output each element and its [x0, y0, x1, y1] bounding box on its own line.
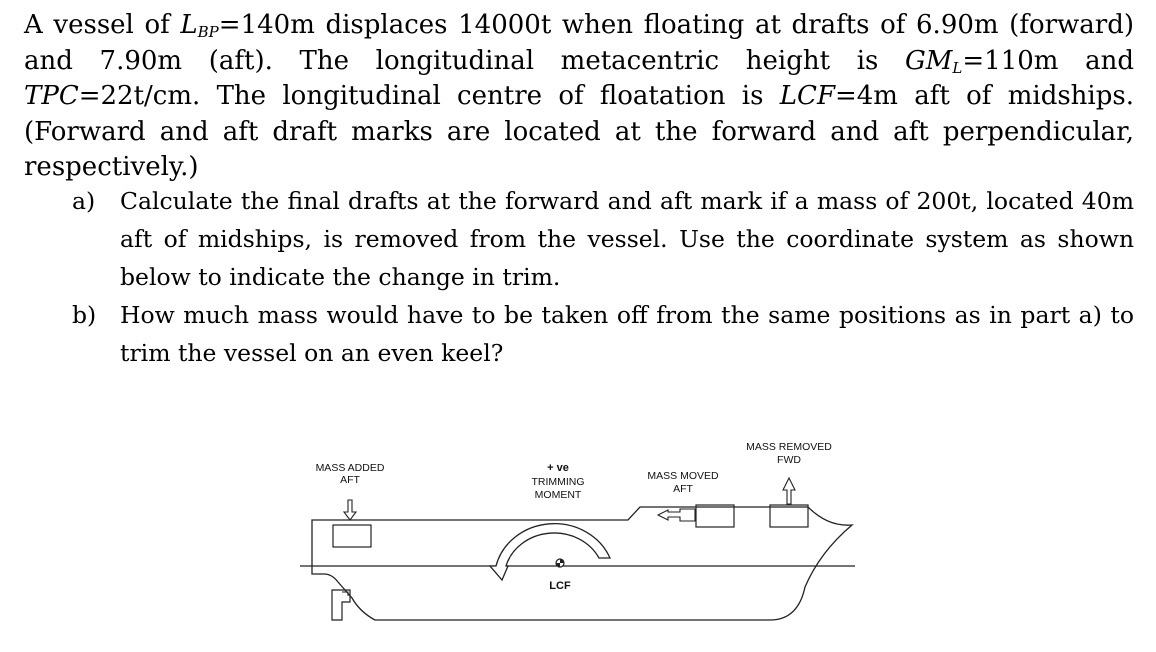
lbp-subscript: BP: [197, 23, 219, 41]
trimming-moment-arrow: [490, 524, 610, 580]
tpc-symbol: TPC: [24, 81, 79, 111]
gml-symbol: GM: [905, 45, 953, 76]
question-b-text: How much mass would have to be taken off from the same positions as in part a) to trim the vessel on an even keel?: [120, 301, 1134, 367]
mass-removed-label-1: MASS REMOVED: [746, 441, 832, 453]
mass-added-label-2: AFT: [340, 474, 360, 486]
problem-statement: [24, 8, 1134, 186]
ship-diagram-svg: [300, 432, 870, 632]
problem-text-2: =140m displaces 14000t when floating at drafts of 6.90m (forward) and 7.90m (aft). The longitudinal metacentric height is: [24, 10, 1134, 76]
lbp-symbol: L: [180, 10, 198, 40]
question-b: [72, 296, 1134, 372]
mass-moved-box: [696, 505, 734, 527]
mass-moved-label-1: MASS MOVED: [647, 470, 719, 482]
gml-subscript: L: [952, 58, 963, 77]
problem-text-3: =110m and: [962, 45, 1134, 76]
trim-diagram: [300, 432, 870, 632]
question-list: [72, 182, 1134, 372]
question-a: [72, 182, 1134, 296]
trimming-label-3: MOMENT: [534, 489, 582, 501]
left-arrow-icon: [658, 509, 695, 521]
mass-added-label-1: MASS ADDED: [315, 462, 385, 474]
up-arrow-icon: [783, 478, 795, 504]
down-arrow-icon: [344, 500, 356, 520]
trimming-label-2: TRIMMING: [531, 476, 585, 488]
lcf-label: LCF: [549, 580, 571, 592]
trimming-label-1: + ve: [547, 462, 569, 474]
rudder: [332, 590, 350, 620]
problem-text-4: =22t/cm. The longitudinal centre of floatation is: [78, 81, 780, 111]
mass-removed-box: [770, 505, 808, 527]
mass-moved-label-2: AFT: [673, 483, 693, 495]
problem-text-1: A vessel of: [24, 10, 181, 40]
question-a-label: a): [72, 187, 96, 215]
lcf-symbol: LCF: [779, 81, 835, 111]
problem-text-5: =4m aft of midships. (Forward and aft draft marks are located at the forward and aft perpendicular, respectively.): [24, 81, 1134, 182]
question-a-text: Calculate the final drafts at the forward and aft mark if a mass of 200t, located 40m aft of midships, is removed from the vessel. Use the coordinate system as shown below to indicate the change in trim.: [120, 187, 1134, 291]
question-b-label: b): [72, 301, 97, 329]
mass-added-box: [333, 525, 371, 547]
ship-hull: [312, 507, 852, 620]
mass-removed-label-2: FWD: [777, 454, 801, 466]
